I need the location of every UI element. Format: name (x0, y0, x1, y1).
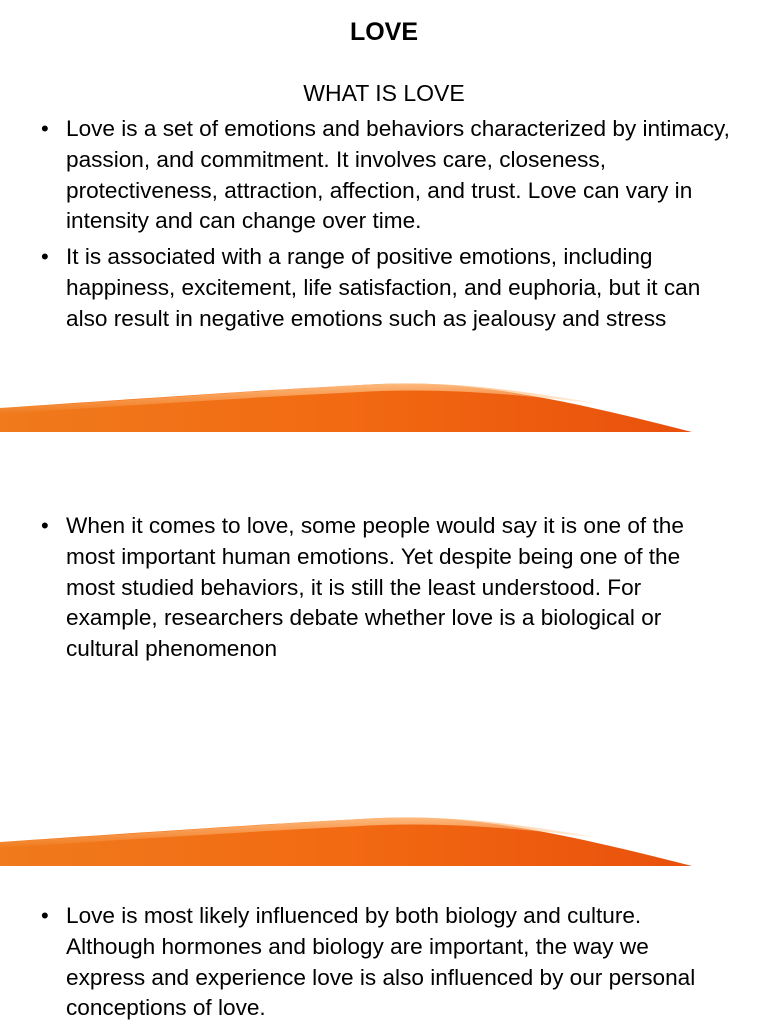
bullet-icon: • (41, 513, 49, 538)
bullet-list-slide-1 (40, 114, 730, 340)
list-item (40, 242, 730, 334)
bullet-icon: • (41, 244, 49, 270)
page-title: LOVE (349, 18, 419, 46)
bullet-list-slide-3 (40, 901, 730, 1029)
bullet-icon: • (41, 116, 49, 141)
bullet-list-slide-2 (40, 511, 730, 670)
list-item (40, 901, 730, 1024)
bullet-text: Love is most likely influenced by both biology and culture. Although hormones and biology are important, the way we express and experience love is also influenced by our personal conceptions of love. (66, 903, 696, 1021)
page-subtitle: WHAT IS LOVE (303, 80, 465, 106)
bullet-icon: • (41, 903, 49, 928)
bullet-text: Love is a set of emotions and behaviors characterized by intimacy, passion, and commitment. It involves care, closeness, protectiveness, attraction, affection, and trust. Love can vary in intensity and can change over time. (66, 116, 730, 234)
list-item (40, 114, 730, 237)
orange-wave-divider (0, 812, 768, 868)
orange-wave-divider (0, 378, 768, 434)
bullet-text: It is associated with a range of positive emotions, including happiness, excitement, life satisfaction, and euphoria, but it can also result in negative emotions such as jealousy and stress (66, 244, 701, 331)
bullet-text: When it comes to love, some people would say it is one of the most important human emotions. Yet despite being one of the most studied behaviors, it is still the least understood. For example, researchers debate whether love is a biological or cultural phenomenon (66, 513, 684, 662)
list-item (40, 511, 730, 665)
